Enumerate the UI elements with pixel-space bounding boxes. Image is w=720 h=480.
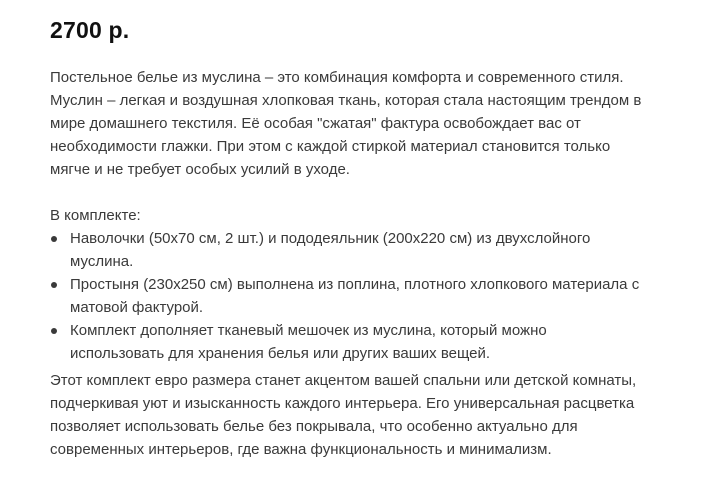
- set-item-line: использовать для хранения белья или других ваших вещей.: [70, 345, 491, 362]
- product-description: [50, 66, 690, 461]
- closing-line: подчеркивая уют и изысканность каждого интерьера. Его универсальная расцветка: [50, 395, 635, 412]
- closing-line: позволяет использовать белье без покрывала, что особенно актуально для: [50, 418, 578, 435]
- closing-line: Этот комплект евро размера станет акцентом вашей спальни или детской комнаты,: [50, 372, 637, 389]
- paragraph-spacer: [50, 181, 690, 204]
- intro-line: мире домашнего текстиля. Её особая "сжатая" фактура освобождает вас от: [50, 115, 581, 132]
- set-item-line: матовой фактурой.: [70, 299, 204, 316]
- closing-line: современных интерьеров, где важна функциональность и минимализм.: [50, 441, 552, 458]
- set-item-line: Комплект дополняет тканевый мешочек из муслина, который можно: [70, 322, 547, 339]
- closing-paragraph: [50, 369, 690, 461]
- set-list-item: [50, 273, 690, 319]
- set-item-line: Простыня (230х250 см) выполнена из поплина, плотного хлопкового материала с: [70, 276, 640, 293]
- intro-line: Муслин – легкая и воздушная хлопковая ткань, которая стала настоящим трендом в: [50, 92, 642, 109]
- intro-line: необходимости глажки. При этом с каждой стиркой материал становится только: [50, 138, 611, 155]
- intro-paragraph: [50, 66, 690, 181]
- bullet-icon: [51, 328, 57, 334]
- set-list: [50, 227, 690, 365]
- product-price: 2700 р.: [50, 17, 130, 43]
- intro-line: мягче и не требует особых усилий в уходе.: [50, 161, 350, 178]
- bullet-icon: [51, 282, 57, 288]
- set-contents: [50, 204, 690, 365]
- set-list-item: [50, 227, 690, 273]
- bullet-icon: [51, 236, 57, 242]
- set-heading: В комплекте:: [50, 207, 141, 224]
- set-list-item: [50, 319, 690, 365]
- set-item-line: Наволочки (50х70 см, 2 шт.) и пододеяльник (200х220 см) из двухслойного: [70, 230, 591, 247]
- intro-line: Постельное белье из муслина – это комбинация комфорта и современного стиля.: [50, 69, 624, 86]
- set-item-line: муслина.: [70, 253, 134, 270]
